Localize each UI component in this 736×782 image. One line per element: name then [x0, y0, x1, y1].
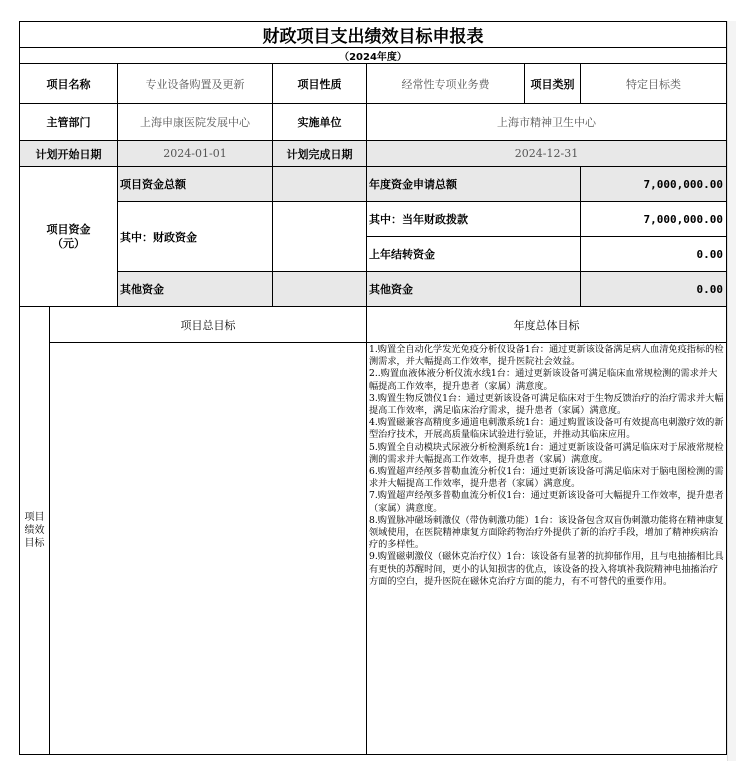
total-goal-header: 项目总目标	[50, 307, 367, 343]
total-funds-value[interactable]	[273, 167, 367, 202]
start-date-label: 计划开始日期	[20, 141, 118, 167]
other-funds-label: 其他资金	[118, 272, 273, 307]
current-finance-label: 其中：当年财政拨款	[367, 202, 581, 237]
performance-goal-form	[19, 21, 727, 755]
annual-goal-header: 年度总体目标	[367, 307, 727, 343]
other-funds-value[interactable]	[273, 272, 367, 307]
finance-funds-value[interactable]	[273, 202, 367, 272]
goal-item: 3.购置生物反馈仪1台：通过更新该设备可满足临床对于生物反馈治疗的治疗需求并大幅提高工作效率，满足临床治疗需求，提升患者（家属）满意度。	[369, 392, 724, 417]
vertical-scrollbar[interactable]	[727, 21, 736, 761]
goal-item: 4.购置磁兼容高精度多通道电刺激系统1台：通过购置该设备可有效提高电刺激疗效的新型治疗技术，开展高质量临床试验进行验证，并推动其临床应用。	[369, 417, 724, 441]
goal-item: 2..购置血液体液分析仪流水线1台：通过更新该设备可满足临床血常规检测的需求并大幅提高工作效率，提升患者（家属）满意度。	[369, 368, 718, 392]
performance-goals-label: 项目 绩效 目标	[20, 307, 50, 755]
goal-item: 9.购置磁刺激仪（磁休克治疗仪）1台：该设备有显著的抗抑郁作用，且与电抽搐相比具有更快的苏醒时间，更小的认知损害的优点，该设备的投入将填补我院精神电抽搐治疗方面的空白，提升医院在磁休克治疗方面的能力，有不可替代的重要作用。	[369, 551, 724, 587]
project-category-label: 项目类别	[525, 64, 581, 104]
form-year: （2024年度）	[20, 48, 727, 64]
goal-item: 6.购置超声经颅多普勒血流分析仪1台：通过更新该设备可满足临床对于脑电图检测的需求并大幅提高工作效率，提升患者（家属）满意度。	[369, 466, 724, 490]
annual-other-label: 其他资金	[367, 272, 581, 307]
project-nature-value[interactable]: 经常性专项业务费	[367, 64, 525, 104]
end-date-value[interactable]: 2024-12-31	[367, 141, 727, 167]
project-name-value[interactable]: 专业设备购置及更新	[118, 64, 273, 104]
annual-total-label: 年度资金申请总额	[367, 167, 581, 202]
implementing-unit-value[interactable]: 上海市精神卫生中心	[367, 104, 727, 141]
goal-item: 5.购置全自动模块式尿液分析检测系统1台：通过更新该设备可满足临床对于尿液常规检测的需求并大幅提高工作效率，提升患者（家属）满意度。	[369, 441, 724, 465]
goal-item: 1.购置全自动化学发光免疫分析仪设备1台：通过更新该设备满足病人血清免疫指标的检测需求，并大幅提高工作效率，提升医院社会效益。	[369, 344, 724, 368]
project-category-value[interactable]: 特定目标类	[581, 64, 727, 104]
goal-item: 7.购置超声经颅多普勒血流分析仪1台：通过更新该设备可大幅提升工作效率，提升患者（家属）满意度。	[369, 490, 724, 514]
annual-goal-content[interactable]	[367, 343, 727, 755]
form-title: 财政项目支出绩效目标申报表	[20, 22, 727, 48]
implementing-unit-label: 实施单位	[273, 104, 367, 141]
finance-funds-label: 其中：财政资金	[118, 202, 273, 272]
project-nature-label: 项目性质	[273, 64, 367, 104]
total-funds-label: 项目资金总额	[118, 167, 273, 202]
supervising-dept-label: 主管部门	[20, 104, 118, 141]
carryover-value[interactable]: 0.00	[581, 237, 727, 272]
total-goal-content[interactable]	[50, 343, 367, 755]
form-table	[19, 21, 727, 755]
annual-other-value[interactable]: 0.00	[581, 272, 727, 307]
supervising-dept-value[interactable]: 上海申康医院发展中心	[118, 104, 273, 141]
current-finance-value[interactable]: 7,000,000.00	[581, 202, 727, 237]
carryover-label: 上年结转资金	[367, 237, 581, 272]
project-name-label: 项目名称	[20, 64, 118, 104]
project-funds-label: 项目资金 （元）	[20, 167, 118, 307]
start-date-value[interactable]: 2024-01-01	[118, 141, 273, 167]
goal-item: 8.购置脉冲磁场刺激仪（带伪刺激功能）1台：该设备包含双盲伪刺激功能将在精神康复领域使用，在医院精神康复方面除药物治疗外提供了新的治疗手段，增加了精神疾病治疗的多样性。	[369, 514, 724, 551]
annual-total-value[interactable]: 7,000,000.00	[581, 167, 727, 202]
end-date-label: 计划完成日期	[273, 141, 367, 167]
